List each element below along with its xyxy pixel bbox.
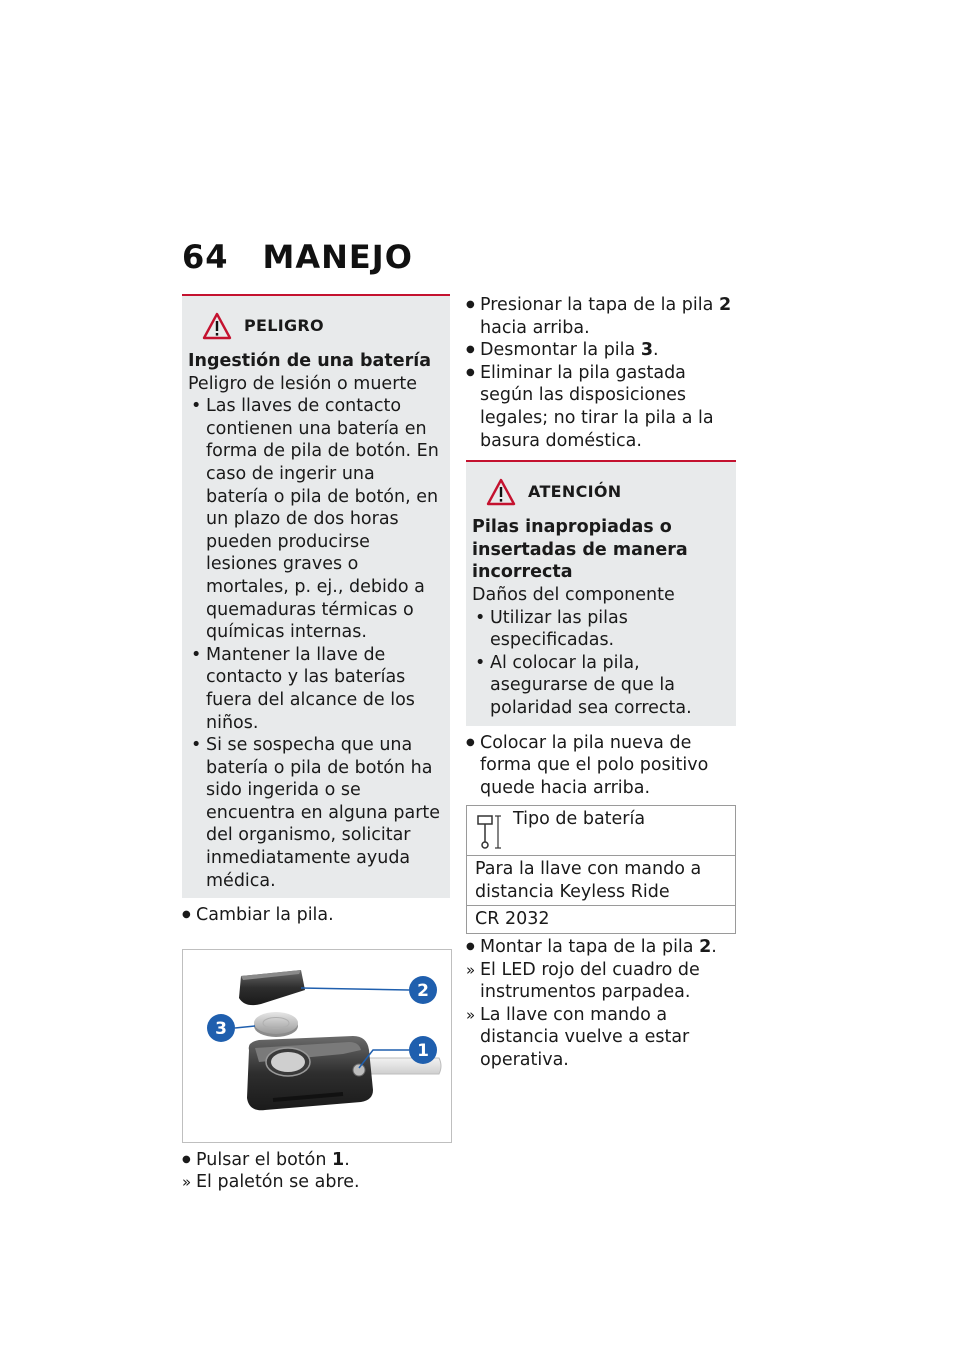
step-text: Montar la tapa de la pila xyxy=(480,937,694,958)
attention-list xyxy=(472,607,728,720)
result-blade-opens: » El paletón se abre. xyxy=(182,1171,450,1194)
callout-label: 3 xyxy=(215,1018,227,1039)
table-row-value: CR 2032 xyxy=(467,906,736,934)
list-item: • Si se sospecha que una batería o pila de botón ha sido ingerida o se encuentra en alguna parte del organismo, solicitar inmediatamente ayuda médica. xyxy=(188,734,442,892)
step-ref-number: 3 xyxy=(640,340,654,361)
section-title: MANEJO xyxy=(262,238,413,276)
callout-label: 2 xyxy=(417,980,429,1001)
result-key-operative: » La llave con mando a distancia vuelve a estar operativa. xyxy=(466,1004,736,1072)
key-fob-illustration xyxy=(183,950,451,1142)
page-header xyxy=(182,238,413,276)
battery-cover xyxy=(239,970,305,1005)
specification-icon xyxy=(475,812,503,852)
callout-label: 1 xyxy=(417,1040,429,1061)
danger-subtitle: Peligro de lesión o muerte xyxy=(188,373,418,394)
step-dispose-battery: ● Eliminar la pila gastada según las disposiciones legales; no tirar la pila a la basura doméstica. xyxy=(466,362,736,452)
page-number: 64 xyxy=(182,238,229,276)
step-insert-battery: ● Colocar la pila nueva de forma que el polo positivo quede hacia arriba. xyxy=(466,732,736,800)
warning-triangle-icon xyxy=(486,478,516,506)
step-ref-number: 2 xyxy=(718,295,732,315)
danger-box xyxy=(182,294,450,898)
attention-box xyxy=(466,460,736,725)
step-press-cover xyxy=(466,294,736,339)
list-item: • Mantener la llave de contacto y las baterías fuera del alcance de los niños. xyxy=(188,644,442,734)
callout-3 xyxy=(207,1014,235,1042)
left-column xyxy=(182,294,450,1194)
attention-header xyxy=(486,478,728,506)
step-text: Presionar la tapa de la pila xyxy=(480,295,714,315)
list-item: • Utilizar las pilas especificadas. xyxy=(472,607,728,652)
attention-subtitle: Daños del componente xyxy=(472,584,675,605)
step-ref-number: 1 xyxy=(332,1149,345,1170)
step-remove-battery: ● Desmontar la pila 3. xyxy=(466,339,736,362)
callout-1 xyxy=(409,1036,437,1064)
battery-spec-table xyxy=(466,805,736,934)
callout-2 xyxy=(409,976,437,1004)
list-item: • Al colocar la pila, asegurarse de que la polaridad sea correcta. xyxy=(472,652,728,720)
step-press-button: ● Pulsar el botón 1. xyxy=(182,1149,450,1172)
step-text: hacia arriba. xyxy=(480,317,590,338)
step-text: Desmontar la pila xyxy=(480,340,636,361)
step-mount-cover: ● Montar la tapa de la pila 2. xyxy=(466,936,736,959)
step-text: Pulsar el botón xyxy=(196,1149,327,1170)
attention-label: ATENCIÓN xyxy=(528,481,622,501)
step-change-battery: ● Cambiar la pila. xyxy=(182,904,450,927)
step-ref-number: 2 xyxy=(699,937,712,958)
key-figure xyxy=(182,949,452,1143)
danger-label: PELIGRO xyxy=(244,315,324,335)
coin-battery xyxy=(254,1012,298,1037)
table-header: Tipo de batería xyxy=(513,809,646,830)
warning-triangle-icon xyxy=(202,312,232,340)
attention-title: Pilas inapropiadas o insertadas de manera incorrecta xyxy=(472,517,688,583)
danger-title: Ingestión de una batería xyxy=(188,351,432,371)
key-body xyxy=(247,1036,373,1110)
danger-header xyxy=(202,312,442,340)
result-led-blinks: » El LED rojo del cuadro de instrumentos parpadea. xyxy=(466,959,736,1004)
list-item: • Las llaves de contacto contienen una batería en forma de pila de botón. En caso de ingerir una batería o pila de botón, en un plazo de dos horas pueden producirse lesiones graves o mortales, p. ej., debido a quemaduras térmicas o químicas internas. xyxy=(188,395,442,644)
table-row-label: Para la llave con mando a distancia Keyless Ride xyxy=(467,856,736,906)
danger-list xyxy=(188,395,442,892)
right-column xyxy=(466,294,736,1072)
